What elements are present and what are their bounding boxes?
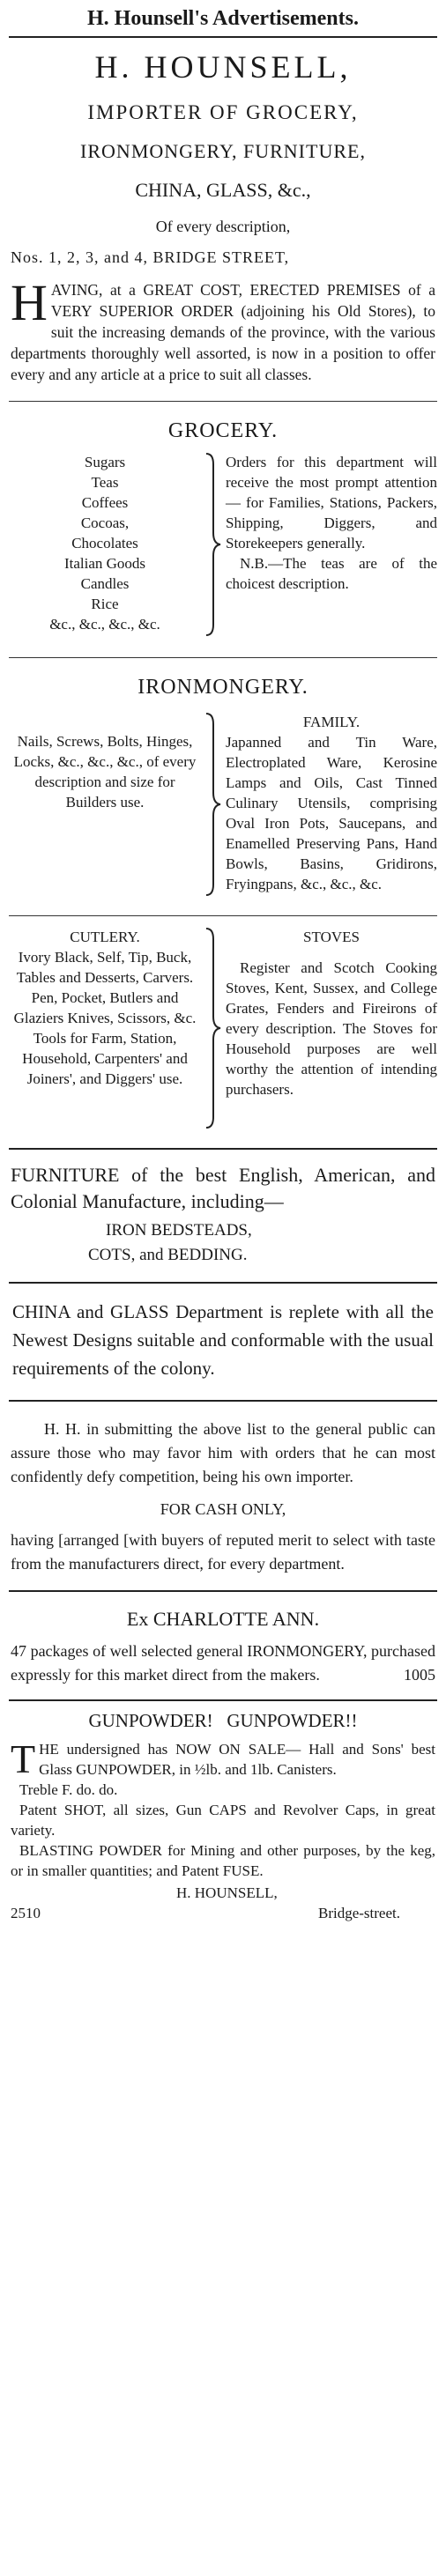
masthead-line-2: IRONMONGERY, FURNITURE, bbox=[80, 140, 366, 162]
masthead-line-3: CHINA, GLASS, &c., bbox=[135, 179, 311, 201]
family-column bbox=[226, 712, 437, 901]
divider-1 bbox=[9, 401, 437, 402]
family-title: FAMILY. bbox=[302, 714, 361, 730]
masthead-line-1: IMPORTER OF GROCERY, bbox=[87, 101, 359, 123]
shot-line: Patent SHOT, all sizes, Gun CAPS and Revolver Caps, in great variety. bbox=[11, 1802, 435, 1839]
closing-text: H. H. in submitting the above list to the general public can assure those who may favor him with orders that he can most confidently defy competition, being his own importer. bbox=[11, 1420, 435, 1485]
cutlery-text: Ivory Black, Self, Tip, Buck, Tables and Desserts, Carvers. Pen, Pocket, Butlers and Glaziers Knives, Scissors, &c. Tools for Farm, Station, Household, Carpenters' and Joiners', and Diggers' use. bbox=[13, 949, 197, 1087]
signature-row bbox=[0, 1903, 446, 1923]
cutlery-title: CUTLERY. bbox=[70, 929, 140, 945]
grocery-item: Teas bbox=[91, 474, 119, 491]
divider-2 bbox=[9, 657, 437, 658]
ironmongery-title: IRONMONGERY. bbox=[138, 676, 308, 699]
divider-7 bbox=[9, 1590, 437, 1592]
merchant-name: H. HOUNSELL, bbox=[94, 49, 352, 85]
intro-text: AVING, at a GREAT COST, ERECTED PREMISES of a VERY SUPERIOR ORDER (adjoining his Old Stores), to suit the increasing demands of the province, with the various departments thoroughly well assorted, is now in a position to offer every and any article at a price to suit all classes. bbox=[11, 281, 435, 383]
grocery-item: Coffees bbox=[81, 494, 129, 511]
stoves-title: STOVES bbox=[303, 929, 360, 945]
grocery-item: &c., &c., &c., &c. bbox=[49, 616, 160, 633]
page-header: H. Hounsell's Advertisements. bbox=[86, 7, 359, 30]
gunpowder-dropcap: T bbox=[11, 1736, 36, 1781]
treble-line: Treble F. do. do. bbox=[19, 1781, 118, 1798]
furniture-item-1: IRON BEDSTEADS, bbox=[106, 1221, 252, 1240]
gunpowder-title: GUNPOWDER! GUNPOWDER!! bbox=[88, 1710, 358, 1731]
grocery-item: Cocoas, bbox=[80, 514, 130, 531]
gunpowder-text: HE undersigned has NOW ON SALE— Hall and Sons' best Glass GUNPOWDER, in ½lb. and 1lb. Canisters. bbox=[39, 1741, 435, 1778]
stoves-column bbox=[226, 927, 437, 1134]
cutlery-column bbox=[9, 927, 201, 1134]
cutlery-section bbox=[0, 927, 446, 1134]
grocery-title: GROCERY. bbox=[167, 419, 279, 442]
charlotte-paragraph bbox=[0, 1631, 446, 1687]
cash-only: FOR CASH ONLY, bbox=[160, 1500, 286, 1518]
grocery-item: Chocolates bbox=[71, 535, 138, 551]
brace-icon bbox=[201, 452, 226, 641]
gunpowder-number: 2510 bbox=[11, 1905, 41, 1921]
charlotte-text: 47 packages of well selected general IRONMONGERY, purchased expressly for this market direct from the makers. bbox=[11, 1642, 435, 1684]
charlotte-number: 1005 bbox=[404, 1666, 435, 1684]
stoves-text: Register and Scotch Cooking Stoves, Kent, Sussex, and College Grates, Fenders and Fireirons of every description. The Stoves for Household purposes are well worthy the attention of intending purchasers. bbox=[226, 959, 437, 1098]
divider-3 bbox=[9, 915, 437, 916]
grocery-item: Candles bbox=[80, 575, 130, 592]
china-text: CHINA and GLASS Department is replete with all the Newest Designs suitable and conformable with the usual requirements of the colony. bbox=[12, 1301, 434, 1379]
brace-icon bbox=[201, 712, 226, 901]
grocery-note: Orders for this department will receive the most prompt attention — for Families, Stations, Packers, Shipping, Diggers, and Storekeepers generally. N.B.—The teas are of the choicest description. bbox=[226, 454, 437, 592]
grocery-section bbox=[0, 452, 446, 641]
blasting-line: BLASTING POWDER for Mining and other purposes, by the keg, or in smaller quantities; and Patent FUSE. bbox=[11, 1842, 435, 1879]
family-text: Japanned and Tin Ware, Electroplated Ware, Kerosine Lamps and Oils, Cast Tinned Culinary Utensils, comprising Oval Iron Pots, Saucepans, and Enamelled Preserving Pans, Hand Bowls, Basins, Gridirons, Fryingpans, &c., &c., &c. bbox=[226, 734, 437, 892]
grocery-items bbox=[9, 452, 201, 641]
furniture-text: FURNITURE of the best English, American, and Colonial Manufacture, including— bbox=[11, 1164, 435, 1212]
ironmongery-section bbox=[0, 712, 446, 901]
divider-8 bbox=[9, 1699, 437, 1701]
brace-icon bbox=[201, 927, 226, 1134]
masthead-line-4: Of every description, bbox=[155, 218, 291, 235]
grocery-item: Rice bbox=[91, 596, 119, 612]
address-line: Nos. 1, 2, 3, and 4, BRIDGE STREET, bbox=[11, 248, 290, 266]
gunpowder-paragraph bbox=[0, 1732, 446, 1780]
grocery-item: Sugars bbox=[84, 454, 126, 470]
intro-dropcap: H bbox=[11, 274, 48, 331]
intro-paragraph bbox=[0, 274, 446, 385]
charlotte-title: Ex CHARLOTTE ANN. bbox=[126, 1608, 320, 1630]
signature-name: H. HOUNSELL, bbox=[176, 1884, 278, 1901]
header-rule bbox=[9, 36, 437, 38]
signature-street: Bridge-street. bbox=[318, 1905, 400, 1921]
closing-text-2: having [arranged [with buyers of reputed merit to select with taste from the manufacturers direct, for every department. bbox=[11, 1531, 435, 1573]
furniture-item-2: COTS, and BEDDING. bbox=[88, 1246, 248, 1264]
grocery-item: Italian Goods bbox=[63, 555, 146, 572]
ironmongery-left: Nails, Screws, Bolts, Hinges, Locks, &c., &c., &c., of every description and size for Builders use. bbox=[13, 733, 197, 811]
